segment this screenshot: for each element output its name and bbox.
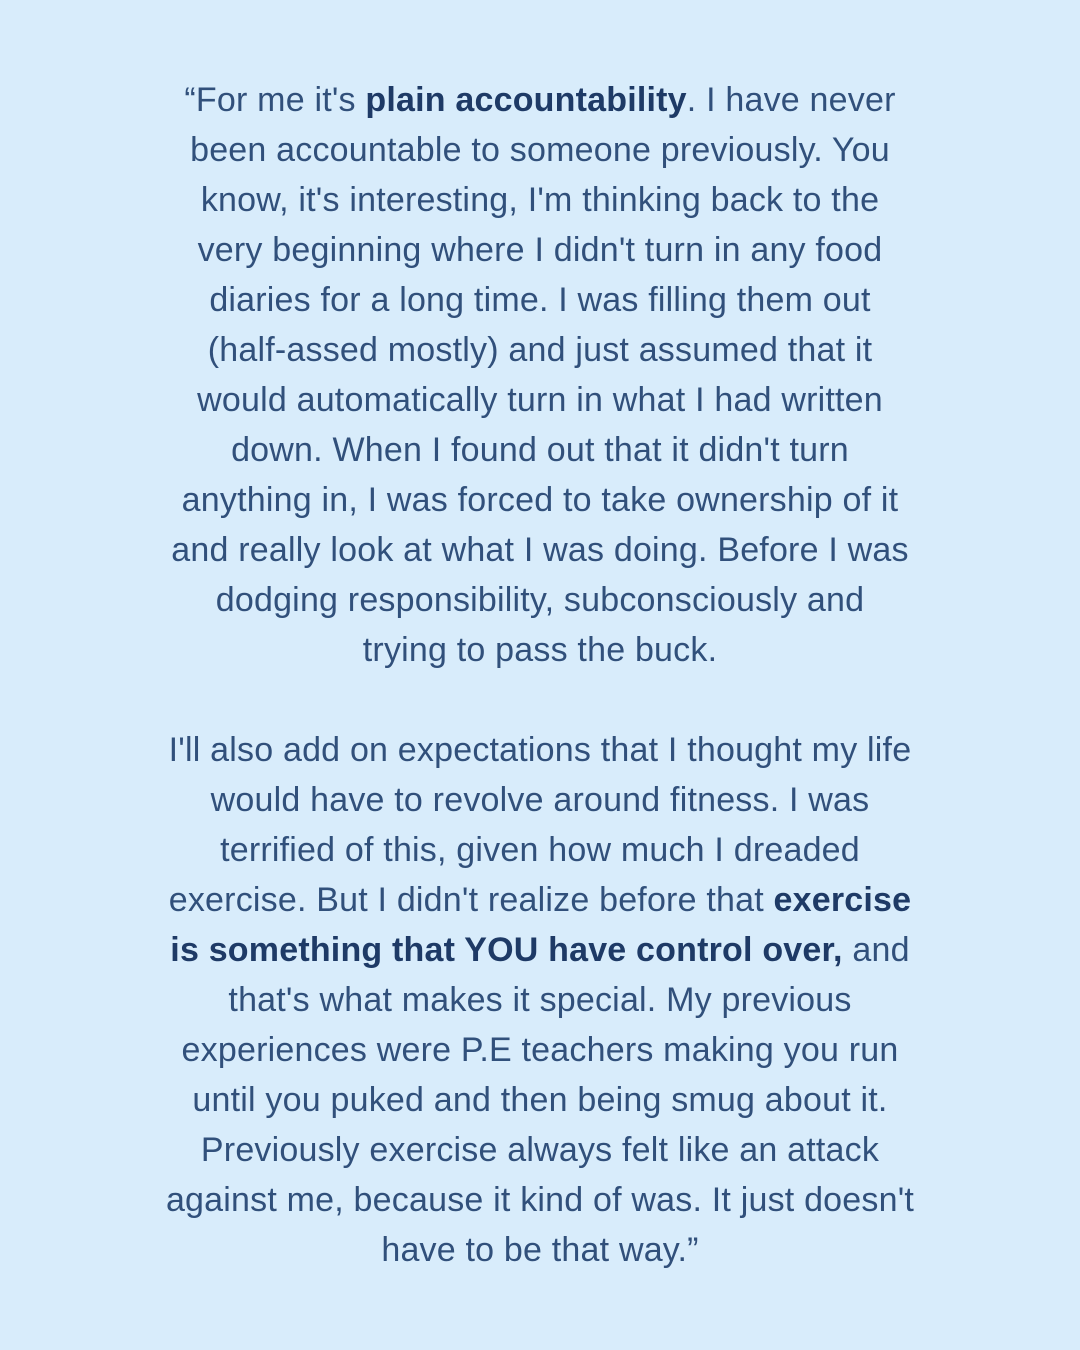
quote-line xyxy=(166,1075,914,1125)
quote-line xyxy=(166,225,914,275)
quote-line xyxy=(166,725,914,775)
quote-line xyxy=(166,625,914,675)
quote-line xyxy=(166,325,914,375)
quote-line xyxy=(166,175,914,225)
quote-line xyxy=(166,925,914,975)
quote-paragraph xyxy=(166,75,914,675)
quote-line xyxy=(166,825,914,875)
quote-segment: and xyxy=(842,931,910,969)
quote-line xyxy=(166,575,914,625)
quote-segment: exercise. But I didn't realize before that xyxy=(168,881,774,919)
quote-paragraph xyxy=(166,725,914,1275)
quote-segment: anything in, I was forced to take ownership of it xyxy=(181,481,899,519)
quote-segment: is something that YOU have control over, xyxy=(170,931,843,969)
quote-segment: until you puked and then being smug about it. xyxy=(192,1081,888,1119)
quote-segment: (half-assed mostly) and just assumed that it xyxy=(207,331,873,369)
quote-segment: I'll also add on expectations that I thought my life xyxy=(168,731,912,769)
quote-text xyxy=(166,75,914,1275)
quote-segment: dodging responsibility, subconsciously and xyxy=(215,581,865,619)
quote-line xyxy=(166,425,914,475)
quote-segment: experiences were P.E teachers making you run xyxy=(181,1031,899,1069)
quote-segment: plain accountability xyxy=(365,81,687,119)
quote-line xyxy=(166,1125,914,1175)
quote-segment: would automatically turn in what I had written xyxy=(197,381,883,419)
quote-segment: trying to pass the buck. xyxy=(362,631,718,669)
quote-segment: . I have never xyxy=(686,81,896,119)
quote-segment: diaries for a long time. I was filling them out xyxy=(209,281,871,319)
quote-segment: down. When I found out that it didn't turn xyxy=(231,431,849,469)
quote-segment: very beginning where I didn't turn in any food xyxy=(197,231,883,269)
quote-segment: would have to revolve around fitness. I was xyxy=(210,781,870,819)
quote-segment: been accountable to someone previously. You xyxy=(190,131,890,169)
quote-segment: terrified of this, given how much I dreaded xyxy=(220,831,860,869)
quote-line xyxy=(166,875,914,925)
quote-line xyxy=(166,975,914,1025)
quote-line xyxy=(166,275,914,325)
quote-segment: against me, because it kind of was. It just doesn't xyxy=(165,1181,915,1219)
quote-line xyxy=(166,525,914,575)
quote-segment: that's what makes it special. My previous xyxy=(228,981,852,1019)
quote-line xyxy=(166,1175,914,1225)
quote-line xyxy=(166,775,914,825)
quote-segment: have to be that way.” xyxy=(381,1231,699,1269)
quote-line xyxy=(166,475,914,525)
quote-segment: “For me it's xyxy=(184,81,366,119)
quote-line xyxy=(166,1225,914,1275)
quote-segment: know, it's interesting, I'm thinking back to the xyxy=(200,181,880,219)
quote-line xyxy=(166,1025,914,1075)
quote-segment: Previously exercise always felt like an attack xyxy=(200,1131,880,1169)
quote-segment: and really look at what I was doing. Before I was xyxy=(171,531,909,569)
quote-segment: exercise xyxy=(773,881,912,919)
quote-line xyxy=(166,125,914,175)
quote-line xyxy=(166,75,914,125)
quote-line xyxy=(166,375,914,425)
